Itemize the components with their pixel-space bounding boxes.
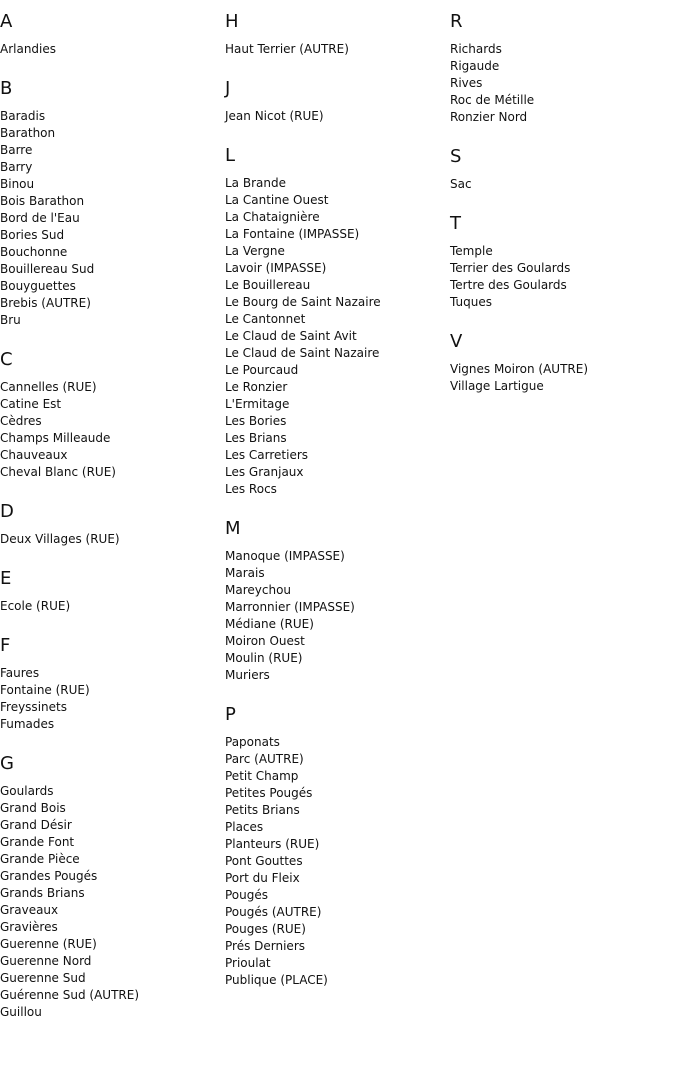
- street-link[interactable]: Bories Sud: [0, 228, 65, 242]
- street-list: [0, 598, 220, 615]
- street-link[interactable]: Champs Milleaude: [0, 431, 111, 445]
- street-link[interactable]: Grandes Pougés: [0, 869, 98, 883]
- street-link[interactable]: Le Bouillereau: [225, 278, 311, 292]
- street-list: [0, 531, 220, 548]
- street-link[interactable]: Paponats: [225, 735, 280, 749]
- street-link[interactable]: Moiron Ouest: [225, 634, 305, 648]
- street-link[interactable]: Bouillereau Sud: [0, 262, 95, 276]
- letter-heading: M: [225, 518, 241, 539]
- street-link[interactable]: Les Bories: [225, 414, 287, 428]
- street-link[interactable]: L'Ermitage: [225, 397, 290, 411]
- street-link[interactable]: Tuques: [450, 295, 492, 309]
- street-link[interactable]: Le Pourcaud: [225, 363, 299, 377]
- street-link[interactable]: Petits Brians: [225, 803, 300, 817]
- street-link[interactable]: Le Bourg de Saint Nazaire: [225, 295, 381, 309]
- street-link[interactable]: Bru: [0, 313, 21, 327]
- street-link[interactable]: Fumades: [0, 717, 55, 731]
- street-link[interactable]: Barathon: [0, 126, 56, 140]
- letter-heading: B: [0, 78, 13, 99]
- letter-heading: P: [225, 704, 236, 725]
- letter-section-h: [225, 11, 445, 58]
- letter-section-s: [450, 146, 670, 193]
- letter-section-p: [225, 704, 445, 989]
- street-link[interactable]: Le Ronzier: [225, 380, 288, 394]
- street-link[interactable]: Sac: [450, 177, 472, 191]
- street-list: [0, 783, 220, 1021]
- street-link[interactable]: Médiane (RUE): [225, 617, 314, 631]
- street-link[interactable]: Cèdres: [0, 414, 42, 428]
- street-link[interactable]: Marronnier (IMPASSE): [225, 600, 355, 614]
- letter-heading: A: [0, 11, 13, 32]
- street-link[interactable]: Chauveaux: [0, 448, 68, 462]
- street-link[interactable]: Barre: [0, 143, 33, 157]
- street-link[interactable]: Fontaine (RUE): [0, 683, 90, 697]
- street-link[interactable]: La Brande: [225, 176, 286, 190]
- street-list: [0, 665, 220, 733]
- street-list: [225, 548, 445, 684]
- street-list: [225, 175, 445, 498]
- column-1: [0, 11, 220, 1021]
- street-link[interactable]: Rigaude: [450, 59, 500, 73]
- street-link[interactable]: Bouchonne: [0, 245, 68, 259]
- letter-heading: C: [0, 349, 13, 370]
- street-link[interactable]: Manoque (IMPASSE): [225, 549, 345, 563]
- street-link[interactable]: Les Carretiers: [225, 448, 309, 462]
- street-link[interactable]: Les Granjaux: [225, 465, 304, 479]
- letter-heading: F: [0, 635, 11, 656]
- street-link[interactable]: Grands Brians: [0, 886, 85, 900]
- letter-section-b: [0, 78, 220, 329]
- street-link[interactable]: Faures: [0, 666, 40, 680]
- letter-section-c: [0, 349, 220, 481]
- street-link[interactable]: La Chataignière: [225, 210, 320, 224]
- street-link[interactable]: La Vergne: [225, 244, 285, 258]
- street-link[interactable]: Brebis (AUTRE): [0, 296, 91, 310]
- letter-heading: J: [225, 78, 231, 99]
- street-link[interactable]: Bord de l'Eau: [0, 211, 80, 225]
- street-link[interactable]: Bois Barathon: [0, 194, 85, 208]
- street-link[interactable]: Grande Font: [0, 835, 75, 849]
- street-link[interactable]: Petites Pougés: [225, 786, 313, 800]
- street-link[interactable]: Planteurs (RUE): [225, 837, 320, 851]
- street-link[interactable]: Grand Bois: [0, 801, 66, 815]
- street-link[interactable]: Publique (PLACE): [225, 973, 328, 987]
- street-link[interactable]: Moulin (RUE): [225, 651, 303, 665]
- street-link[interactable]: Port du Fleix: [225, 871, 300, 885]
- letter-section-j: [225, 78, 445, 125]
- street-link[interactable]: Grand Désir: [0, 818, 72, 832]
- street-link[interactable]: Bouyguettes: [0, 279, 76, 293]
- street-link[interactable]: Rives: [450, 76, 483, 90]
- street-link[interactable]: Cannelles (RUE): [0, 380, 97, 394]
- street-link[interactable]: Guillou: [0, 1005, 42, 1019]
- street-link[interactable]: Barry: [0, 160, 33, 174]
- street-link[interactable]: Les Brians: [225, 431, 287, 445]
- street-link[interactable]: Guerenne (RUE): [0, 937, 97, 951]
- street-link[interactable]: Prés Derniers: [225, 939, 305, 953]
- column-3: [450, 11, 670, 395]
- letter-section-a: [0, 11, 220, 58]
- street-link[interactable]: Freyssinets: [0, 700, 67, 714]
- street-link[interactable]: Binou: [0, 177, 35, 191]
- street-list: [450, 361, 670, 395]
- street-link[interactable]: Le Claud de Saint Avit: [225, 329, 357, 343]
- street-link[interactable]: Richards: [450, 42, 502, 56]
- letter-heading: G: [0, 753, 14, 774]
- street-list: [450, 243, 670, 311]
- street-link[interactable]: Pougés: [225, 888, 269, 902]
- street-link[interactable]: Le Cantonnet: [225, 312, 306, 326]
- street-list: [450, 41, 670, 126]
- street-link[interactable]: Pouges (RUE): [225, 922, 306, 936]
- street-link[interactable]: Parc (AUTRE): [225, 752, 304, 766]
- street-link[interactable]: Guérenne Sud (AUTRE): [0, 988, 140, 1002]
- street-link[interactable]: Catine Est: [0, 397, 62, 411]
- street-link[interactable]: Temple: [450, 244, 493, 258]
- street-list: [0, 108, 220, 329]
- letter-section-v: [450, 331, 670, 395]
- street-link[interactable]: La Fontaine (IMPASSE): [225, 227, 360, 241]
- street-link[interactable]: Guerenne Sud: [0, 971, 86, 985]
- letter-section-d: [0, 501, 220, 548]
- street-link[interactable]: Ronzier Nord: [450, 110, 528, 124]
- street-link[interactable]: Marais: [225, 566, 265, 580]
- street-link[interactable]: Petit Champ: [225, 769, 299, 783]
- street-list: [225, 41, 445, 58]
- letter-section-t: [450, 213, 670, 311]
- letter-heading: D: [0, 501, 14, 522]
- street-link[interactable]: Les Rocs: [225, 482, 277, 496]
- letter-section-f: [0, 635, 220, 733]
- street-link[interactable]: Ecole (RUE): [0, 599, 71, 613]
- letter-heading: S: [450, 146, 462, 167]
- street-link[interactable]: Terrier des Goulards: [450, 261, 571, 275]
- street-link[interactable]: Pont Gouttes: [225, 854, 303, 868]
- street-link[interactable]: Baradis: [0, 109, 46, 123]
- street-link[interactable]: Places: [225, 820, 264, 834]
- street-list: [225, 108, 445, 125]
- letter-section-r: [450, 11, 670, 126]
- street-link[interactable]: Village Lartigue: [450, 379, 544, 393]
- street-link[interactable]: Arlandies: [0, 42, 57, 56]
- street-link[interactable]: Guerenne Nord: [0, 954, 92, 968]
- street-link[interactable]: Gravières: [0, 920, 58, 934]
- street-link[interactable]: Goulards: [0, 784, 54, 798]
- street-link[interactable]: Grande Pièce: [0, 852, 80, 866]
- letter-heading: R: [450, 11, 463, 32]
- letter-section-e: [0, 568, 220, 615]
- street-list: [0, 379, 220, 481]
- letter-heading: T: [450, 213, 461, 234]
- street-link[interactable]: La Cantine Ouest: [225, 193, 329, 207]
- letter-heading: L: [225, 145, 236, 166]
- street-link[interactable]: Pougés (AUTRE): [225, 905, 322, 919]
- letter-section-l: [225, 145, 445, 498]
- street-list: [0, 41, 220, 58]
- street-list: [225, 734, 445, 989]
- street-link[interactable]: Mareychou: [225, 583, 292, 597]
- letter-section-g: [0, 753, 220, 1021]
- street-link[interactable]: Vignes Moiron (AUTRE): [450, 362, 589, 376]
- street-link[interactable]: Roc de Métille: [450, 93, 535, 107]
- street-link[interactable]: Graveaux: [0, 903, 59, 917]
- street-link[interactable]: Cheval Blanc (RUE): [0, 465, 116, 479]
- street-link[interactable]: Muriers: [225, 668, 270, 682]
- letter-heading: V: [450, 331, 463, 352]
- street-list: [450, 176, 670, 193]
- column-2: [225, 11, 445, 989]
- street-link[interactable]: Jean Nicot (RUE): [225, 109, 324, 123]
- letter-heading: E: [0, 568, 12, 589]
- street-link[interactable]: Deux Villages (RUE): [0, 532, 120, 546]
- street-link[interactable]: Tertre des Goulards: [450, 278, 567, 292]
- street-link[interactable]: Haut Terrier (AUTRE): [225, 42, 349, 56]
- letter-section-m: [225, 518, 445, 684]
- street-link[interactable]: Lavoir (IMPASSE): [225, 261, 327, 275]
- street-link[interactable]: Le Claud de Saint Nazaire: [225, 346, 380, 360]
- letter-heading: H: [225, 11, 239, 32]
- street-link[interactable]: Prioulat: [225, 956, 271, 970]
